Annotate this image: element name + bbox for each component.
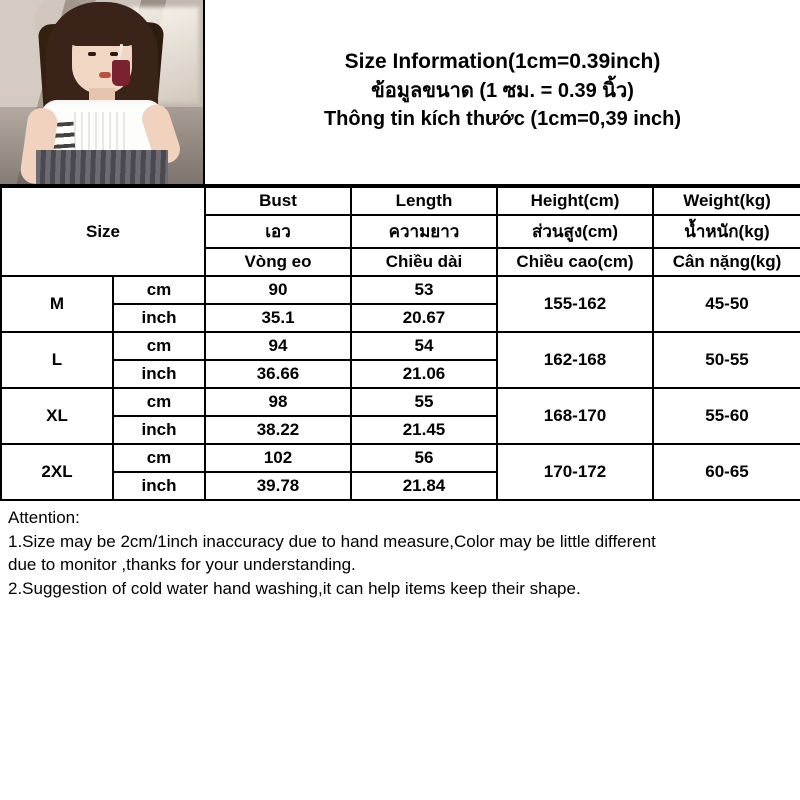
row-unit-cm: cm xyxy=(113,388,205,416)
row-unit-inch: inch xyxy=(113,472,205,500)
row-unit-inch: inch xyxy=(113,304,205,332)
table-row xyxy=(1,388,800,416)
cell-height-m: 155-162 xyxy=(497,276,653,332)
size-header-cell: Size xyxy=(1,187,205,276)
row-unit-inch: inch xyxy=(113,416,205,444)
col-head-height-th: ส่วนสูง(cm) xyxy=(497,215,653,248)
cell-length-cm-2xl: 56 xyxy=(351,444,497,472)
col-head-bust-vi: Vòng eo xyxy=(205,248,351,276)
cell-bust-cm-2xl: 102 xyxy=(205,444,351,472)
product-photo-image xyxy=(0,0,203,184)
cell-length-inch-xl: 21.45 xyxy=(351,416,497,444)
title-line-en: Size Information(1cm=0.39inch) xyxy=(344,49,661,73)
cell-height-xl: 168-170 xyxy=(497,388,653,444)
attention-heading: Attention: xyxy=(8,508,80,527)
col-head-bust-th: เอว xyxy=(205,215,351,248)
col-head-weight-th: น้ำหนัก(kg) xyxy=(653,215,800,248)
header-area xyxy=(0,0,800,186)
cell-bust-cm-m: 90 xyxy=(205,276,351,304)
cell-bust-cm-l: 94 xyxy=(205,332,351,360)
col-head-length-th: ความยาว xyxy=(351,215,497,248)
title-block xyxy=(203,0,800,184)
attention-line-1: 1.Size may be 2cm/1inch inaccuracy due to hand measure,Color may be little different xyxy=(8,531,656,551)
row-size-2xl: 2XL xyxy=(1,444,113,500)
row-unit-cm: cm xyxy=(113,276,205,304)
pleated-skirt xyxy=(36,150,168,184)
col-head-height-en: Height(cm) xyxy=(497,187,653,215)
col-head-weight-vi: Cân nặng(kg) xyxy=(653,248,800,276)
row-unit-cm: cm xyxy=(113,332,205,360)
cell-length-inch-l: 21.06 xyxy=(351,360,497,388)
col-head-length-en: Length xyxy=(351,187,497,215)
cell-weight-2xl: 60-65 xyxy=(653,444,800,500)
cell-height-2xl: 170-172 xyxy=(497,444,653,500)
cell-length-cm-l: 54 xyxy=(351,332,497,360)
drink-cup xyxy=(112,60,130,86)
cell-height-l: 162-168 xyxy=(497,332,653,388)
col-head-bust-en: Bust xyxy=(205,187,351,215)
table-row xyxy=(1,332,800,360)
cell-bust-inch-xl: 38.22 xyxy=(205,416,351,444)
col-head-length-vi: Chiều dài xyxy=(351,248,497,276)
cell-bust-cm-xl: 98 xyxy=(205,388,351,416)
attention-line-3: 2.Suggestion of cold water hand washing,it can help items keep their shape. xyxy=(8,578,581,598)
size-table xyxy=(0,186,800,501)
row-size-xl: XL xyxy=(1,388,113,444)
title-line-th: ข้อมูลขนาด (1 ซม. = 0.39 นิ้ว) xyxy=(371,79,634,102)
row-size-l: L xyxy=(1,332,113,388)
row-size-m: M xyxy=(1,276,113,332)
table-header-row-en xyxy=(1,187,800,215)
cell-weight-l: 50-55 xyxy=(653,332,800,388)
attention-block xyxy=(0,501,800,605)
attention-line-2: due to monitor ,thanks for your understanding. xyxy=(8,555,356,575)
cell-weight-m: 45-50 xyxy=(653,276,800,332)
cell-length-cm-xl: 55 xyxy=(351,388,497,416)
model-eye-left xyxy=(88,52,96,56)
cell-length-inch-2xl: 21.84 xyxy=(351,472,497,500)
table-row xyxy=(1,276,800,304)
table-row xyxy=(1,444,800,472)
cell-length-cm-m: 53 xyxy=(351,276,497,304)
model-lips xyxy=(99,72,111,78)
cell-bust-inch-2xl: 39.78 xyxy=(205,472,351,500)
col-head-weight-en: Weight(kg) xyxy=(653,187,800,215)
cell-bust-inch-m: 35.1 xyxy=(205,304,351,332)
row-unit-inch: inch xyxy=(113,360,205,388)
title-line-vi: Thông tin kích thước (1cm=0,39 inch) xyxy=(323,107,682,130)
col-head-height-vi: Chiều cao(cm) xyxy=(497,248,653,276)
model-fringe xyxy=(67,16,137,46)
cell-weight-xl: 55-60 xyxy=(653,388,800,444)
cell-length-inch-m: 20.67 xyxy=(351,304,497,332)
cell-bust-inch-l: 36.66 xyxy=(205,360,351,388)
product-photo xyxy=(0,0,203,184)
row-unit-cm: cm xyxy=(113,444,205,472)
